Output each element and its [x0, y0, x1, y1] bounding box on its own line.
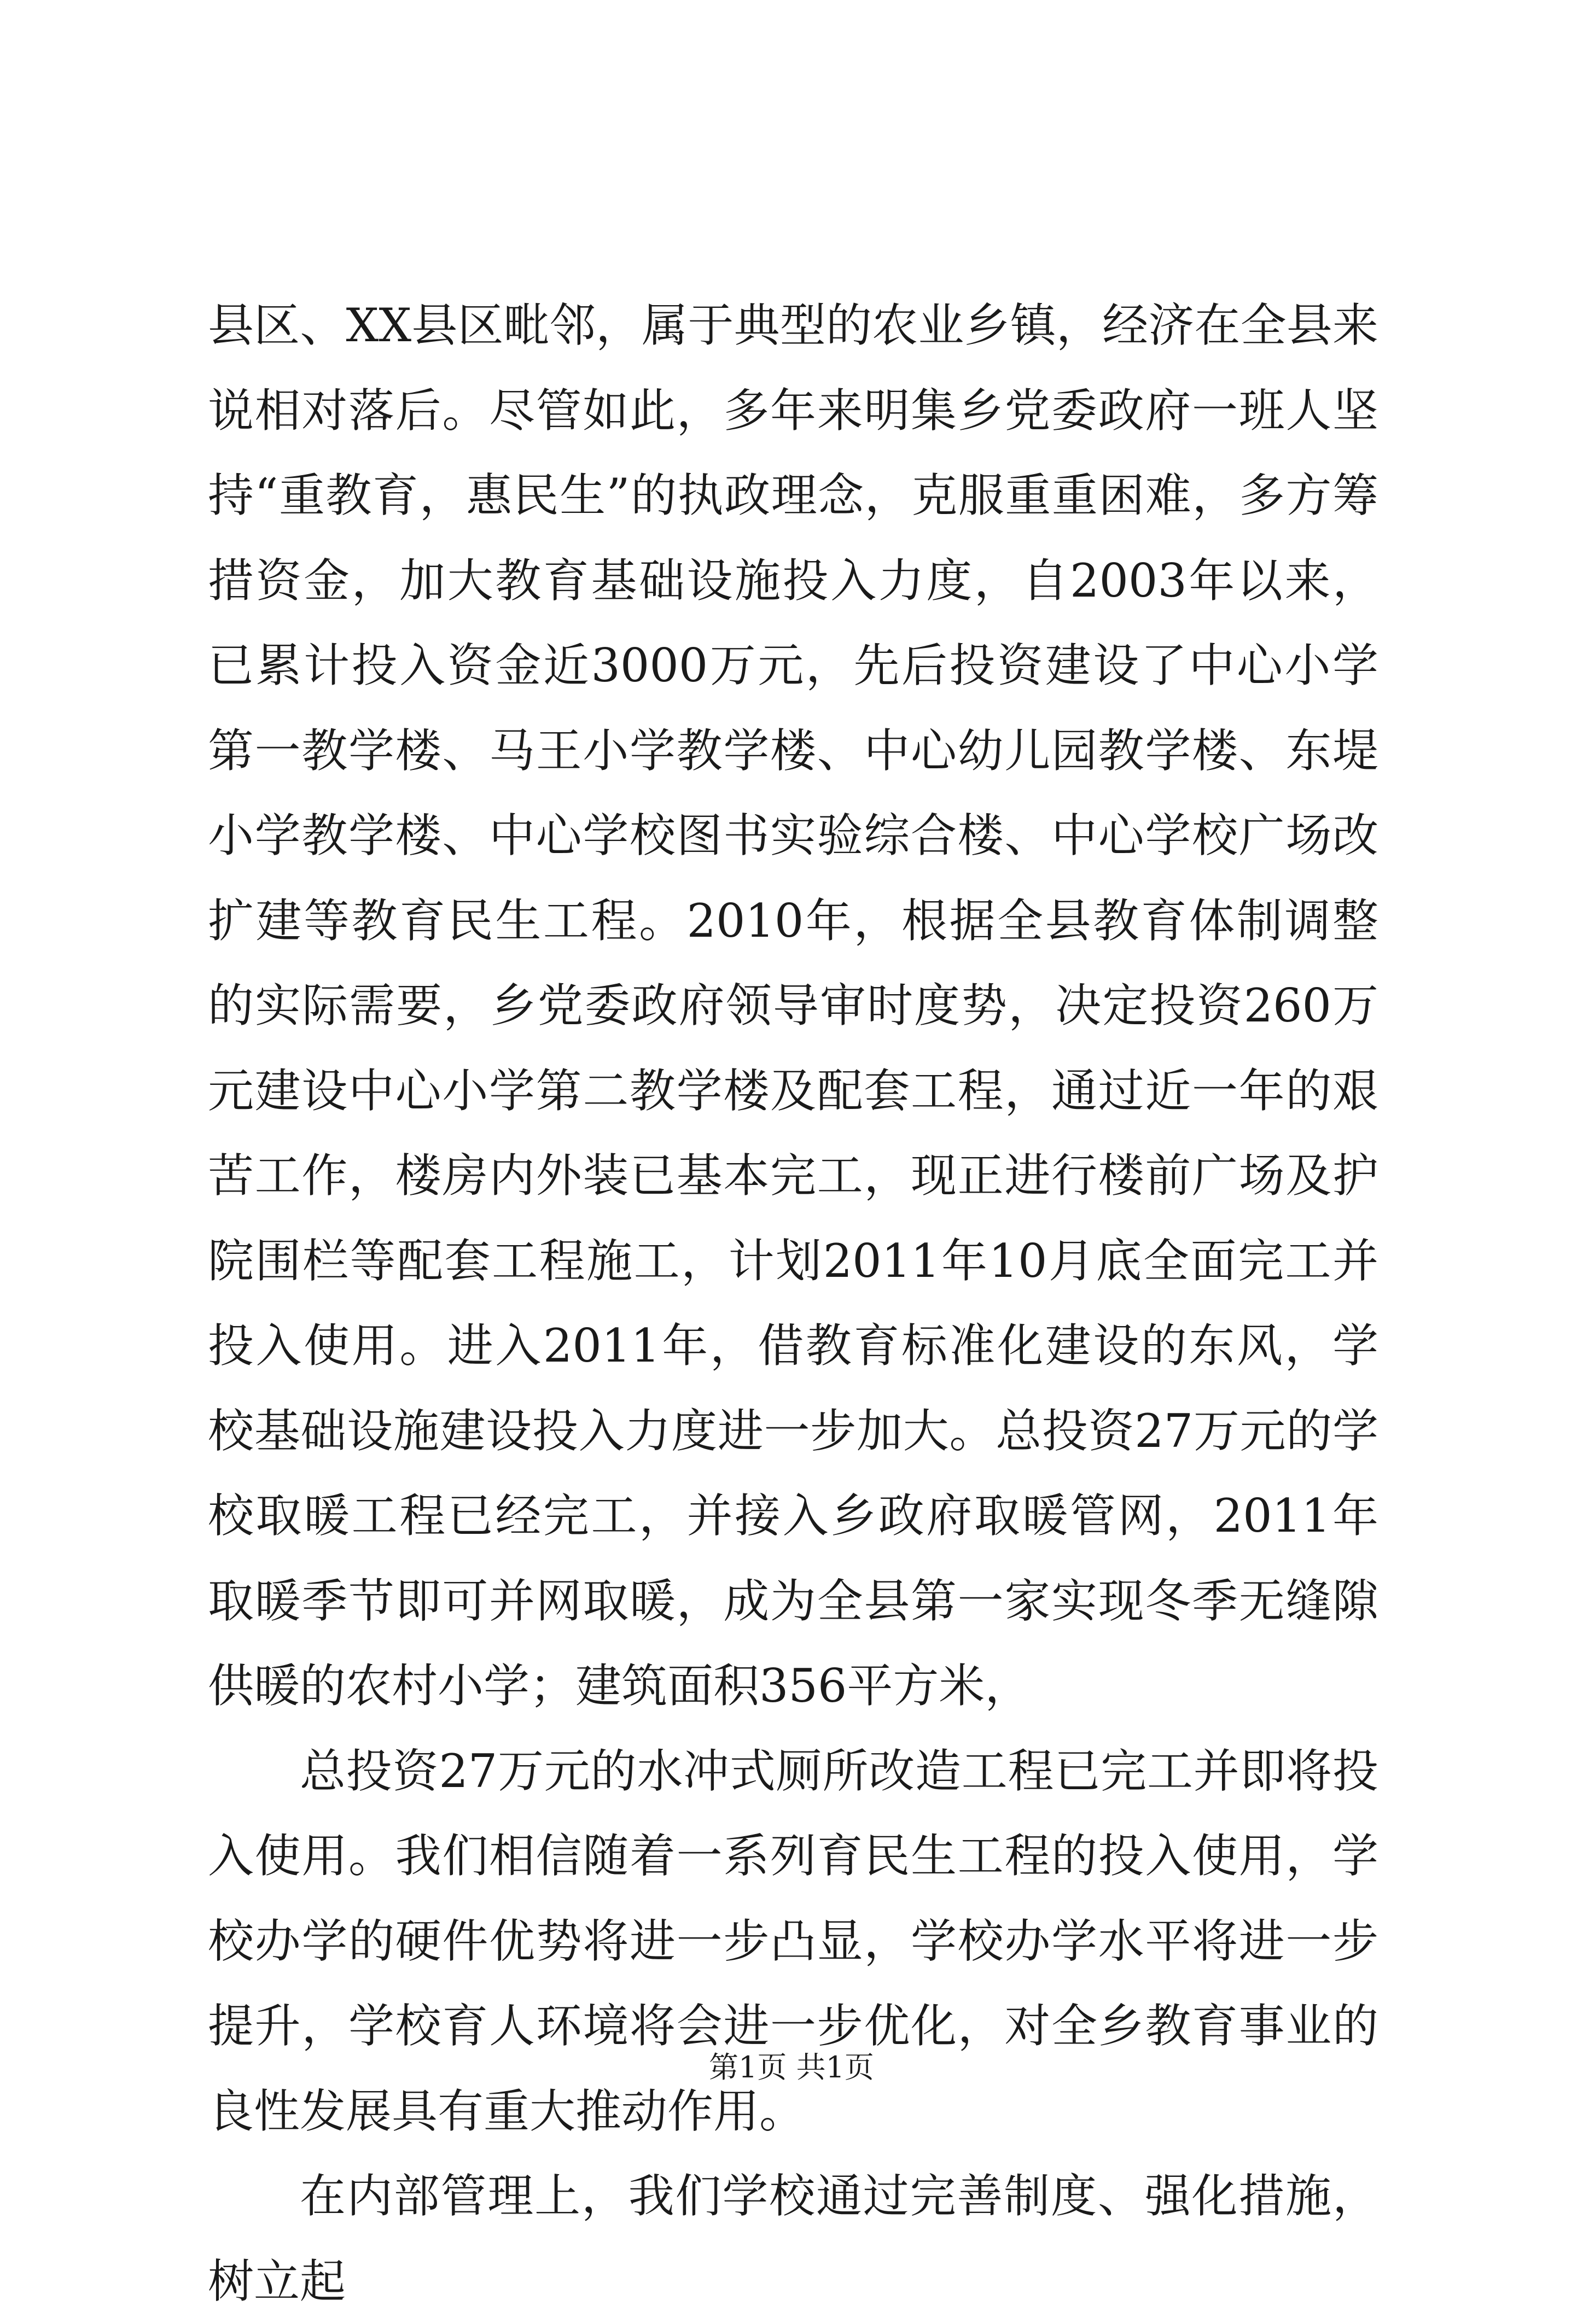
paragraph-2: 总投资27万元的水冲式厕所改造工程已完工并即将投入使用。我们相信随着一系列育民生工程的投入使用，学校办学的硬件优势将进一步凸显，学校办学水平将进一步提升，学校育人环境将会进一步优化，对全乡教育事业的良性发展具有重大推动作用。	[208, 1744, 1378, 2138]
paragraph-3: 在内部管理上，我们学校通过完善制度、强化措施，树立起	[208, 2169, 1378, 2308]
paragraph-1: 县区、XX县区毗邻，属于典型的农业乡镇，经济在全县来说相对落后。尽管如此，多年来明集乡党委政府一班人坚持“重教育，惠民生”的执政理念，克服重重困难，多方筹措资金，加大教育基础设施投入力度，自2003年以来，已累计投入资金近3000万元，先后投资建设了中心小学第一教学楼、马王小学教学楼、中心幼儿园教学楼、东堤小学教学楼、中心学校图书实验综合楼、中心学校广场改扩建等教育民生工程。2010年，根据全县教育体制调整的实际需要，乡党委政府领导审时度势，决定投资260万元建设中心小学第二教学楼及配套工程，通过近一年的艰苦工作，楼房内外装已基本完工，现正进行楼前广场及护院围栏等配套工程施工，计划2011年10月底全面完工并投入使用。进入2011年，借教育标准化建设的东风，学校基础设施建设投入力度进一步加大。总投资27万元的学校取暖工程已经完工，并接入乡政府取暖管网，2011年取暖季节即可并网取暖，成为全县第一家实现冬季无缝隙供暖的农村小学；建筑面积356平方米，	[208, 299, 1378, 1713]
page-footer: 第1页 共1页	[709, 2050, 874, 2084]
document-body	[208, 283, 1378, 2324]
